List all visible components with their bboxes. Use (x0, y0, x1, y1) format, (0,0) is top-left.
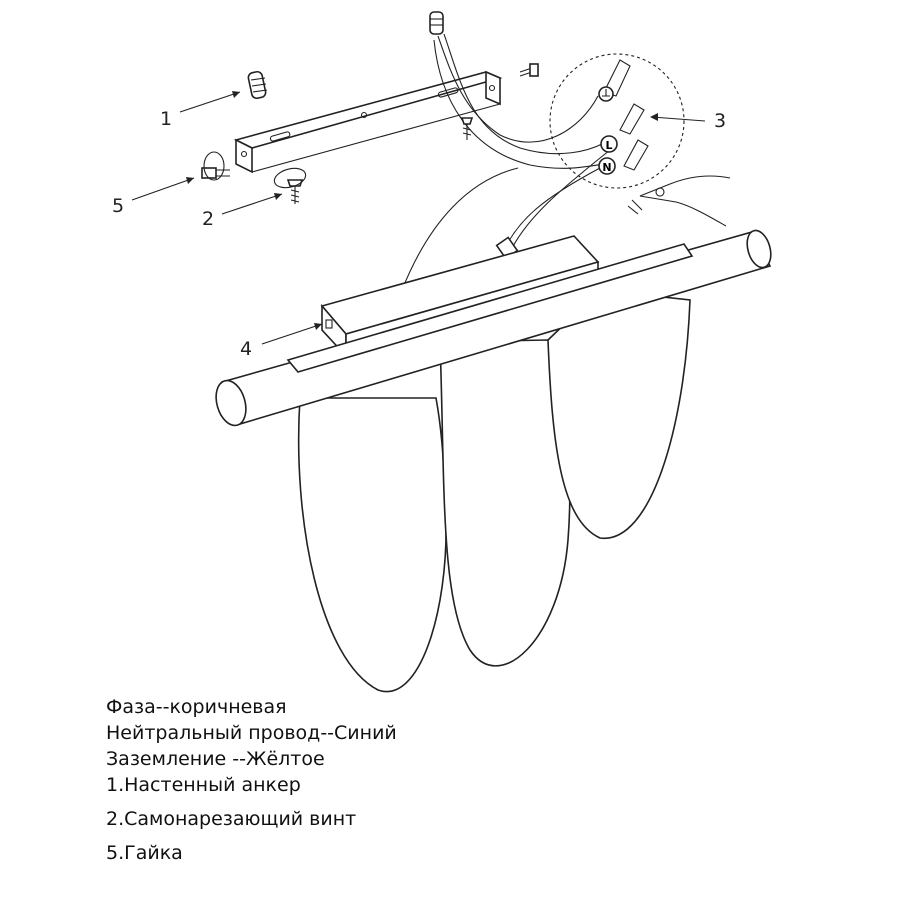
wall-anchor-part (247, 71, 267, 99)
wire-label-L: L (605, 139, 613, 152)
wiring-legend (106, 694, 397, 866)
pliers-tool (628, 176, 730, 226)
callout-1 (160, 91, 240, 130)
wire-label-N: N (602, 161, 612, 174)
legend-item-5: 5.Гайка (106, 842, 183, 864)
nut-part (202, 152, 230, 180)
wall-bracket (236, 72, 500, 172)
callout-number-1: 1 (160, 108, 173, 130)
glass-petals (299, 168, 690, 692)
top-anchor-part (430, 12, 443, 34)
supply-wires (434, 34, 604, 168)
callout-2 (202, 193, 282, 230)
callout-number-2: 2 (202, 208, 215, 230)
side-screw (520, 64, 538, 76)
legend-ground: Заземление --Жёлтое (106, 748, 325, 770)
legend-neutral: Нейтральный провод--Синий (106, 722, 397, 744)
legend-item-2: 2.Самонарезающий винт (106, 808, 357, 830)
legend-phase: Фаза--коричневая (106, 696, 287, 718)
callout-3 (650, 110, 726, 132)
callout-number-3: 3 (714, 110, 727, 132)
callout-number-5: 5 (112, 195, 125, 217)
legend-item-1: 1.Настенный анкер (106, 774, 301, 796)
petal-left (299, 398, 446, 692)
callout-5 (112, 177, 194, 217)
petal-right (548, 290, 690, 538)
callout-number-4: 4 (240, 338, 253, 360)
bracket-screw (462, 118, 472, 140)
